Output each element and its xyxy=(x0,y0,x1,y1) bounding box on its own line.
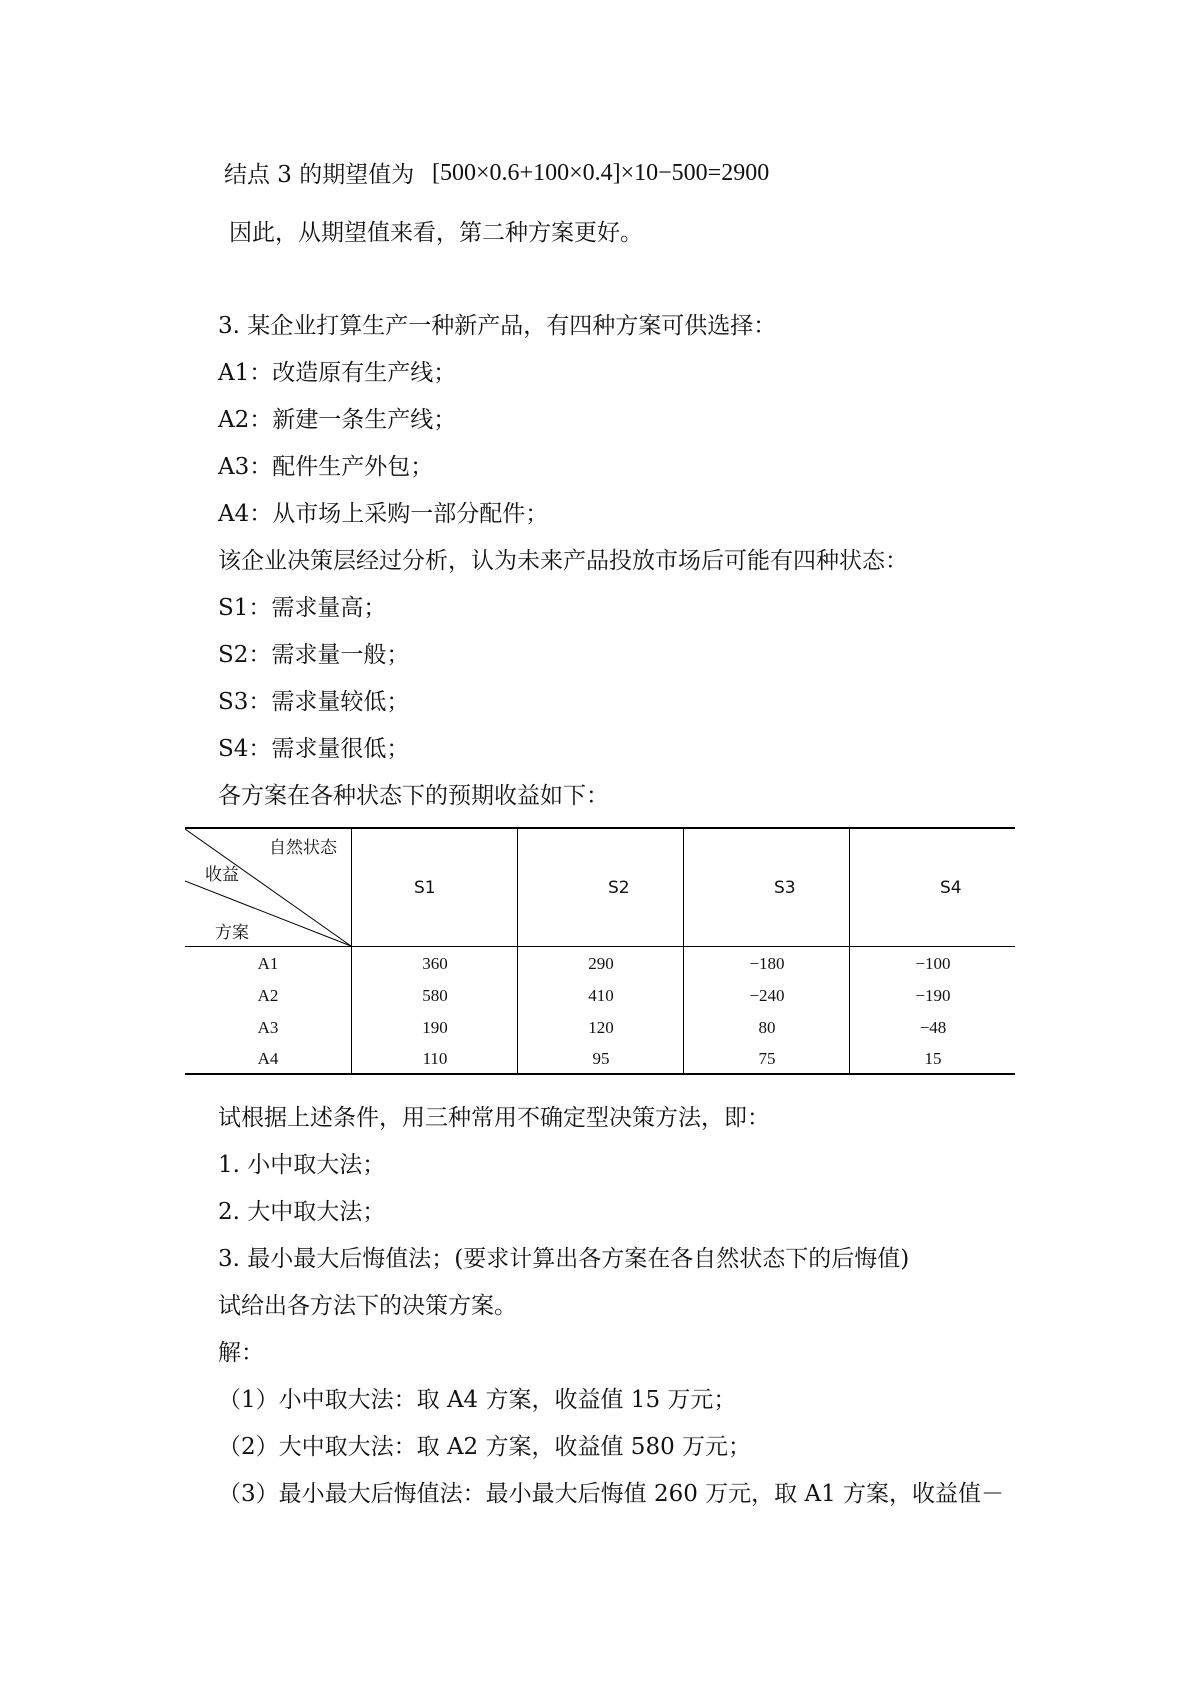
table-cell: −100 xyxy=(915,954,951,973)
node3-label-text: 结点 3 的期望值为 xyxy=(224,162,415,188)
question-item-3: 3. 最小最大后悔值法；(要求计算出各方案在各自然状态下的后悔值) xyxy=(218,1246,910,1272)
conclusion-text: 因此，从期望值来看，第二种方案更好。 xyxy=(229,220,643,246)
corner-header-states: 自然状态 xyxy=(269,838,337,858)
corner-header-payoff: 收益 xyxy=(205,865,239,885)
problem-statement: 3. 某企业打算生产一种新产品，有四种方案可供选择： xyxy=(218,313,777,339)
option-a4: A4：从市场上采购一部分配件； xyxy=(218,501,549,527)
table-cell: 190 xyxy=(422,1018,448,1037)
corner-header-options: 方案 xyxy=(215,923,249,943)
questions-intro: 试根据上述条件，用三种常用不确定型决策方法，即： xyxy=(218,1105,770,1131)
table-cell: −180 xyxy=(749,954,785,973)
row-label-a1: A1 xyxy=(257,954,279,973)
table-cell: 110 xyxy=(422,1049,448,1068)
table-col-divider xyxy=(849,827,850,1075)
states-intro: 该企业决策层经过分析，认为未来产品投放市场后可能有四种状态： xyxy=(218,548,908,574)
col-header-s1: S1 xyxy=(414,878,436,898)
solution-label: 解： xyxy=(218,1340,264,1366)
option-a3: A3：配件生产外包； xyxy=(218,454,434,480)
solution-answer-1: （1）小中取大法：取 A4 方案，收益值 15 万元； xyxy=(218,1387,737,1413)
node3-label xyxy=(224,160,414,190)
table-cell: 410 xyxy=(588,986,614,1005)
col-header-s4: S4 xyxy=(940,878,962,898)
payoff-table xyxy=(185,827,1015,1075)
table-cell: 80 xyxy=(758,1018,776,1037)
table-cell: 290 xyxy=(588,954,614,973)
row-label-a4: A4 xyxy=(257,1049,279,1068)
table-bottom-rule xyxy=(185,1073,1015,1075)
option-a2: A2：新建一条生产线； xyxy=(218,407,457,433)
table-intro: 各方案在各种状态下的预期收益如下： xyxy=(218,783,609,809)
table-cell: 360 xyxy=(422,954,448,973)
table-cell: −48 xyxy=(919,1018,947,1037)
solution-answer-3: （3）最小最大后悔值法：最小最大后悔值 260 万元，取 A1 方案，收益值－ xyxy=(218,1481,1005,1507)
row-label-a3: A3 xyxy=(257,1018,279,1037)
col-header-s3: S3 xyxy=(774,878,796,898)
state-s1: S1：需求量高； xyxy=(218,595,387,621)
table-col-divider xyxy=(517,827,518,1075)
state-s4: S4：需求量很低； xyxy=(218,736,410,762)
table-cell: 95 xyxy=(592,1049,610,1068)
corner-diagonal-lower xyxy=(185,881,351,946)
question-item-2: 2. 大中取大法； xyxy=(218,1199,386,1225)
solution-answer-2: （2）大中取大法：取 A2 方案，收益值 580 万元； xyxy=(218,1434,752,1460)
state-s3: S3：需求量较低； xyxy=(218,689,410,715)
state-s2: S2：需求量一般； xyxy=(218,642,410,668)
table-cell: −190 xyxy=(915,986,951,1005)
node3-formula: [500×0.6+100×0.4]×10−500=2900 xyxy=(432,160,770,186)
table-cell: 15 xyxy=(924,1049,942,1068)
option-a1: A1：改造原有生产线； xyxy=(218,360,457,386)
table-cell: −240 xyxy=(749,986,785,1005)
row-label-a2: A2 xyxy=(257,986,279,1005)
table-cell: 75 xyxy=(758,1049,776,1068)
table-col-divider xyxy=(683,827,684,1075)
table-cell: 120 xyxy=(588,1018,614,1037)
question-item-1: 1. 小中取大法； xyxy=(218,1152,386,1178)
question-task: 试给出各方法下的决策方案。 xyxy=(218,1293,517,1319)
table-cell: 580 xyxy=(422,986,448,1005)
col-header-s2: S2 xyxy=(608,878,630,898)
